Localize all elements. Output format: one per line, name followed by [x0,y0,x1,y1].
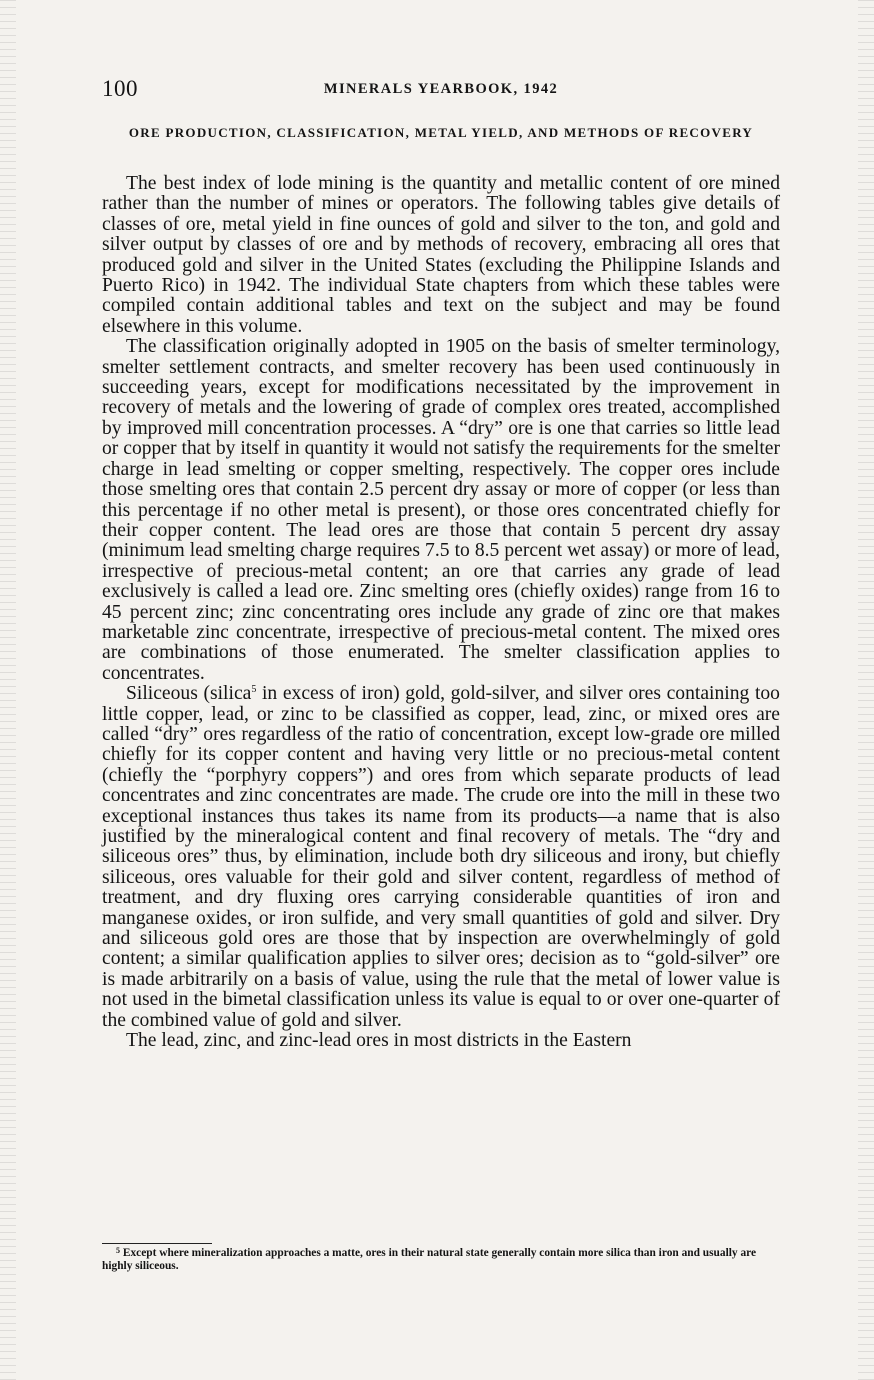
body-text [102,174,780,1051]
paragraph: The classification originally adopted in 1905 on the basis of smelter terminology, smelter settlement contracts, and smelter recovery has been used continuously in succeeding years, except for modifications necessitated by the improvement in recovery of metals and the lowering of grade of complex ores treated, accomplished by improved mill concentration processes. A “dry” ore is one that carries so little lead or copper that by itself in quantity it would not satisfy the requirements for the smelter charge in lead smelting or copper smelting, respectively. The copper ores include those smelting ores that contain 2.5 percent dry assay or more of copper (or less than this percentage if no other metal is present), or those ores concentrated chiefly for their copper content. The lead ores are those that contain 5 percent dry assay (minimum lead smelting charge requires 7.5 to 8.5 percent wet assay) or more of lead, irrespective of precious-metal content; an ore that carries any grade of lead exclusively is called a lead ore. Zinc smelting ores (chiefly oxides) range from 16 to 45 percent zinc; zinc concentrating ores include any grade of zinc ore that makes marketable zinc concentrate, irrespective of precious-metal content. The mixed ores are combinations of those enumerated. The smelter classification applies to concentrates. [102,336,780,684]
section-heading: ORE PRODUCTION, CLASSIFICATION, METAL YIELD, AND METHODS OF RECOVERY [128,125,754,140]
scan-edge-right [858,0,874,1380]
footnote [102,1247,780,1273]
page-number: 100 [102,76,138,101]
footnote-marker: 5 [116,1246,120,1255]
page-header [102,76,780,104]
paragraph: The best index of lode mining is the quantity and metallic content of ore mined rather than the number of mines or operators. The following tables give details of classes of ore, metal yield in fine ounces of gold and silver to the ton, and gold and silver output by classes of ore and by methods of recovery, embracing all ores that produced gold and silver in the United States (excluding the Philippine Islands and Puerto Rico) in 1942. The individual State chapters from which these tables were compiled contain additional tables and text on the subject and may be found elsewhere in this volume. [102,173,780,337]
scan-edge-left [0,0,16,1380]
footnote-text: Except where mineralization approaches a matte, ores in their natural state generally contain more silica than iron and usually are highly siliceous. [102,1247,757,1272]
paragraph: The lead, zinc, and zinc-lead ores in most districts in the Eastern [126,1030,632,1052]
footnote-reference[interactable]: 5 [251,684,257,696]
paragraph-text: in excess of iron) gold, gold-silver, and silver ores containing too little copper, lead, or zinc to be classified as copper, lead, zinc, or mixed ores are called “dry” ores regardless of the ratio of concentration, except low-grade ore milled chiefly for its copper content and having very little or no precious-metal content (chiefly the “porphyry coppers”) and ores from which separate products of lead concentrates and zinc concentrates are made. The crude ore into the mill in these two exceptional instances thus takes its name from its products—a name that is also justified by the mineralogical content and final recovery of metals. The “dry and siliceous ores” thus, by elimination, include both dry siliceous and irony, but chiefly siliceous, ores valuable for their gold and silver content, regardless of method of treatment, and dry fluxing ores carrying considerable quantities of iron and manganese oxides, or iron sulfide, and very small quantities of gold and silver. Dry and siliceous gold ores are those that by inspection are overwhelmingly of gold content; a similar qualification applies to silver ores; decision as to “gold-silver” ore is made arbitrarily on a basis of value, using the rule that the metal of lower value is not used in the bimetal classification unless its value is equal to or over one-quarter of the combined value of gold and silver. [102,683,780,1031]
running-title: MINERALS YEARBOOK, 1942 [323,81,559,97]
footnote-divider [102,1243,212,1244]
paragraph-text: Siliceous (silica [126,683,252,705]
paragraph [102,684,780,1031]
